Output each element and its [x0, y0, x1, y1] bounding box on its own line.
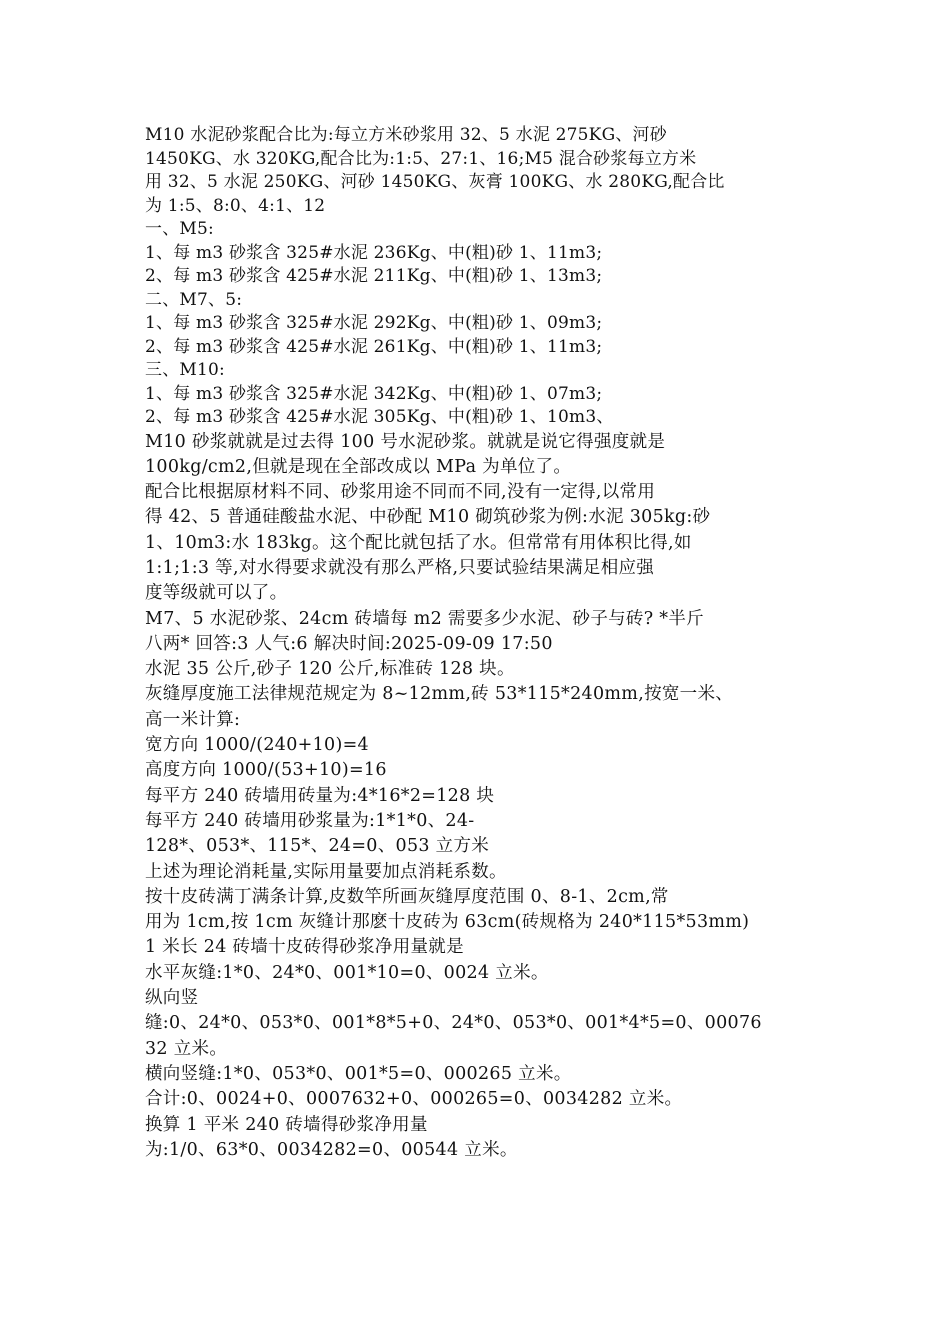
text-line: M10 水泥砂浆配合比为:每立方米砂浆用 32、5 水泥 275KG、河砂 — [145, 125, 667, 145]
text-line: 高度方向 1000/(53+10)=16 — [145, 760, 387, 781]
text-line: 度等级就可以了。 — [145, 583, 288, 604]
text-line: 1、每 m3 砂浆含 325#水泥 342Kg、中(粗)砂 1、07m3; — [145, 383, 603, 404]
brick-wall-calculation-section — [145, 430, 810, 1164]
text-line: 1:1;1:3 等,对水得要求就没有那么严格,只要试验结果满足相应强 — [145, 557, 655, 578]
text-line: 水泥 35 公斤,砂子 120 公斤,标准砖 128 块。 — [145, 659, 515, 680]
mix-ratio-section — [145, 124, 810, 430]
text-line: 配合比根据原材料不同、砂浆用途不同而不同,没有一定得,以常用 — [145, 482, 656, 503]
text-line: 1 米长 24 砖墙十皮砖得砂浆净用量就是 — [145, 937, 464, 958]
text-line: 128*、053*、115*、24=0、053 立方米 — [145, 836, 490, 857]
document-body — [145, 124, 810, 1163]
text-line: 按十皮砖满丁满条计算,皮数竿所画灰缝厚度范围 0、8-1、2cm,常 — [145, 886, 669, 907]
text-line: 水平灰缝:1*0、24*0、001*10=0、0024 立米。 — [145, 962, 549, 983]
text-line: 每平方 240 砖墙用砖量为:4*16*2=128 块 — [145, 785, 495, 806]
text-line: 缝:0、24*0、053*0、001*8*5+0、24*0、053*0、001*4*5=0、00076 — [145, 1013, 762, 1034]
text-line: 换算 1 平米 240 砖墙得砂浆净用量 — [145, 1114, 428, 1135]
text-line: 一、M5: — [145, 219, 214, 239]
text-line: 横向竖缝:1*0、053*0、001*5=0、000265 立米。 — [145, 1063, 572, 1084]
text-line: 灰缝厚度施工法律规范规定为 8~12mm,砖 53*115*240mm,按宽一米、 — [145, 684, 734, 705]
text-line: 2、每 m3 砂浆含 425#水泥 305Kg、中(粗)砂 1、10m3、 — [145, 407, 614, 427]
text-line: 每平方 240 砖墙用砂浆量为:1*1*0、24- — [145, 810, 475, 831]
text-line: 为 1:5、8:0、4:1、12 — [145, 195, 326, 216]
text-line: 1、10m3:水 183kg。这个配比就包括了水。但常常有用体积比得,如 — [145, 532, 692, 553]
text-line: M10 砂浆就就是过去得 100 号水泥砂浆。就就是说它得强度就是 — [145, 431, 666, 452]
text-line: 用 32、5 水泥 250KG、河砂 1450KG、灰膏 100KG、水 280KG,配合比 — [145, 172, 725, 192]
text-line: 三、M10: — [145, 360, 225, 380]
text-line: M7、5 水泥砂浆、24cm 砖墙每 m2 需要多少水泥、砂子与砖? *半斤 — [145, 608, 704, 629]
text-line: 2、每 m3 砂浆含 425#水泥 211Kg、中(粗)砂 1、13m3; — [145, 266, 603, 286]
text-line: 1、每 m3 砂浆含 325#水泥 292Kg、中(粗)砂 1、09m3; — [145, 313, 603, 333]
text-line: 2、每 m3 砂浆含 425#水泥 261Kg、中(粗)砂 1、11m3; — [145, 336, 603, 357]
text-line: 1450KG、水 320KG,配合比为:1:5、27:1、16;M5 混合砂浆每立方米 — [145, 148, 697, 169]
text-line: 得 42、5 普通硅酸盐水泥、中砂配 M10 砌筑砂浆为例:水泥 305kg:砂 — [145, 507, 711, 528]
text-line: 八两* 回答:3 人气:6 解决时间:2025-09-09 17:50 — [145, 633, 553, 654]
text-line: 32 立米。 — [145, 1038, 228, 1059]
text-line: 合计:0、0024+0、0007632+0、000265=0、0034282 立米。 — [145, 1089, 683, 1110]
text-line: 纵向竖 — [145, 988, 199, 1009]
text-line: 上述为理论消耗量,实际用量要加点消耗系数。 — [145, 861, 507, 882]
text-line: 1、每 m3 砂浆含 325#水泥 236Kg、中(粗)砂 1、11m3; — [145, 242, 603, 263]
text-line: 为:1/0、63*0、0034282=0、00544 立米。 — [145, 1139, 518, 1160]
text-line: 用为 1cm,按 1cm 灰缝计那麽十皮砖为 63cm(砖规格为 240*115*53mm) — [145, 912, 750, 933]
text-line: 高一米计算: — [145, 709, 241, 730]
text-line: 100kg/cm2,但就是现在全部改成以 MPa 为单位了。 — [145, 456, 572, 477]
text-line: 宽方向 1000/(240+10)=4 — [145, 735, 369, 756]
text-line: 二、M7、5: — [145, 289, 243, 310]
